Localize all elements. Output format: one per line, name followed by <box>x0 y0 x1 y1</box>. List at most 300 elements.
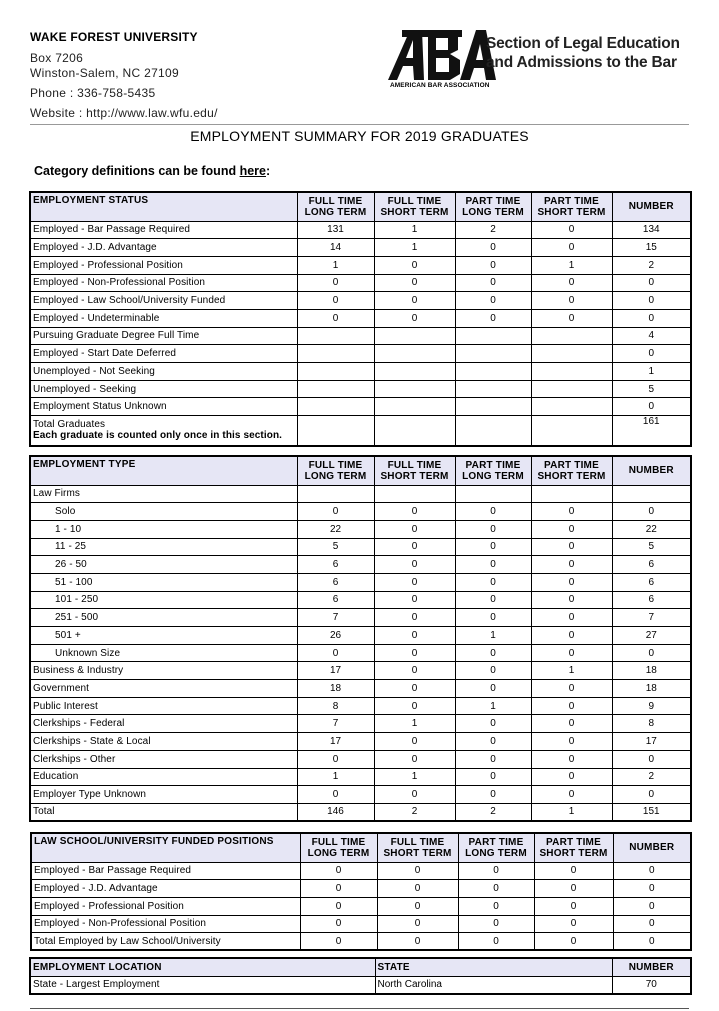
table-cell: 0 <box>297 274 374 292</box>
table-cell: 0 <box>377 897 458 915</box>
table-cell: 0 <box>534 933 613 951</box>
table-cell: 0 <box>374 538 455 556</box>
table-cell: 0 <box>374 680 455 698</box>
table-row <box>30 573 691 591</box>
table-row <box>30 221 691 239</box>
column-header: NUMBER <box>613 833 691 862</box>
table-cell: 1 <box>297 256 374 274</box>
table-cell <box>374 380 455 398</box>
table-row <box>30 239 691 257</box>
aba-monogram-icon <box>388 26 498 82</box>
table-cell: 0 <box>534 915 613 933</box>
table-cell: 6 <box>612 591 691 609</box>
funded-positions-table <box>30 832 692 951</box>
table-cell: 17 <box>297 662 374 680</box>
table-cell: 0 <box>612 750 691 768</box>
table-row <box>30 485 691 503</box>
category-definitions <box>34 164 270 178</box>
table-cell: 5 <box>612 380 691 398</box>
table-row <box>31 880 691 898</box>
column-header: EMPLOYMENT STATUS <box>30 192 297 221</box>
total-note: Each graduate is counted only once in this section. <box>33 430 283 442</box>
column-header: FULL TIME SHORT TERM <box>374 456 455 485</box>
column-header: FULL TIME LONG TERM <box>297 456 374 485</box>
row-label: Clerkships - Federal <box>30 715 297 733</box>
table-row <box>30 591 691 609</box>
table-cell: 1 <box>455 697 531 715</box>
table-cell <box>374 416 455 446</box>
row-label: Employed - J.D. Advantage <box>31 880 300 898</box>
table-cell: 0 <box>374 609 455 627</box>
column-header: LAW SCHOOL/UNIVERSITY FUNDED POSITIONS <box>31 833 300 862</box>
table-cell: 0 <box>613 915 691 933</box>
table-cell: 0 <box>297 503 374 521</box>
table-cell: 1 <box>297 768 374 786</box>
table-cell: 0 <box>531 292 612 310</box>
row-label: Law Firms <box>30 485 297 503</box>
table-cell: 0 <box>455 538 531 556</box>
table-row <box>30 662 691 680</box>
column-header: NUMBER <box>612 958 691 976</box>
table-cell <box>531 485 612 503</box>
row-label: 1 - 10 <box>30 520 297 538</box>
table-cell: 2 <box>455 803 531 821</box>
table-cell: 0 <box>531 786 612 804</box>
table-cell: 0 <box>297 786 374 804</box>
table-cell <box>531 416 612 446</box>
total-number: 161 <box>612 416 691 446</box>
row-label: Employment Status Unknown <box>30 398 297 416</box>
table-cell <box>531 398 612 416</box>
total-label: Total Graduates <box>33 419 106 431</box>
table-cell: 0 <box>531 591 612 609</box>
table-cell: 0 <box>531 309 612 327</box>
row-label: 11 - 25 <box>30 538 297 556</box>
table-cell: 0 <box>300 862 377 880</box>
table-cell: 1 <box>531 803 612 821</box>
table-cell <box>374 485 455 503</box>
table-cell: 0 <box>374 786 455 804</box>
logo-line-1: Section of Legal Education <box>486 35 680 52</box>
column-header: PART TIME LONG TERM <box>458 833 534 862</box>
table-cell: 18 <box>612 662 691 680</box>
row-label: 501 + <box>30 627 297 645</box>
column-header: FULL TIME SHORT TERM <box>374 192 455 221</box>
table-cell: 4 <box>612 327 691 345</box>
table-cell: 8 <box>297 697 374 715</box>
table-cell: 151 <box>612 803 691 821</box>
table-cell: 2 <box>455 221 531 239</box>
table-row <box>30 256 691 274</box>
address-line-2: Winston-Salem, NC 27109 <box>30 66 179 80</box>
column-header: FULL TIME LONG TERM <box>300 833 377 862</box>
column-header: NUMBER <box>612 456 691 485</box>
table-cell: 0 <box>531 274 612 292</box>
table-cell: 0 <box>455 256 531 274</box>
table-cell: 0 <box>455 520 531 538</box>
table-cell: 0 <box>377 862 458 880</box>
table-cell: 0 <box>534 897 613 915</box>
table-cell: 0 <box>374 573 455 591</box>
definitions-link[interactable]: here <box>239 164 266 178</box>
table-cell: 9 <box>612 697 691 715</box>
table-row <box>30 309 691 327</box>
table-cell: 0 <box>455 292 531 310</box>
table-cell <box>455 327 531 345</box>
table-cell <box>455 416 531 446</box>
table-cell <box>297 345 374 363</box>
table-cell: 0 <box>455 786 531 804</box>
school-name: WAKE FOREST UNIVERSITY <box>30 30 198 44</box>
logo-section-text <box>486 34 680 72</box>
address-line-1: Box 7206 <box>30 51 84 65</box>
table-cell: 0 <box>377 915 458 933</box>
table-row <box>30 556 691 574</box>
header-divider <box>30 124 689 125</box>
table-cell: 8 <box>612 715 691 733</box>
table-row <box>30 627 691 645</box>
table-cell: 0 <box>374 750 455 768</box>
row-label: 26 - 50 <box>30 556 297 574</box>
table-cell: 27 <box>612 627 691 645</box>
table-row <box>30 976 691 994</box>
table-row <box>30 733 691 751</box>
table-cell: 0 <box>531 627 612 645</box>
definitions-text: Category definitions can be found <box>34 164 240 178</box>
column-header: FULL TIME LONG TERM <box>297 192 374 221</box>
total-row <box>30 416 691 446</box>
table-cell: 0 <box>455 591 531 609</box>
table-cell: 0 <box>531 520 612 538</box>
table-cell: 0 <box>455 733 531 751</box>
table-cell: 0 <box>300 897 377 915</box>
logo-tagline: AMERICAN BAR ASSOCIATION <box>390 82 490 89</box>
table-row <box>31 897 691 915</box>
table-cell: 0 <box>531 221 612 239</box>
table-cell: 1 <box>612 363 691 381</box>
table-cell: 0 <box>531 697 612 715</box>
definitions-suffix: : <box>265 164 271 178</box>
table-cell <box>297 485 374 503</box>
table-row <box>30 327 691 345</box>
table-cell: 1 <box>531 256 612 274</box>
table-cell: 0 <box>377 880 458 898</box>
table-cell <box>531 380 612 398</box>
table-cell: 0 <box>612 292 691 310</box>
table-cell: 0 <box>612 786 691 804</box>
table-cell: 6 <box>612 573 691 591</box>
table-cell: 0 <box>374 697 455 715</box>
row-label: Unemployed - Seeking <box>30 380 297 398</box>
table-cell: 18 <box>297 680 374 698</box>
table-cell: 0 <box>297 644 374 662</box>
table-cell: 0 <box>455 309 531 327</box>
table-cell: 5 <box>297 538 374 556</box>
table-cell: 0 <box>458 862 534 880</box>
table-cell: 0 <box>374 274 455 292</box>
table-cell <box>374 363 455 381</box>
table-cell: 22 <box>612 520 691 538</box>
table-cell: 0 <box>377 933 458 951</box>
table-cell: 70 <box>612 976 691 994</box>
table-cell: 0 <box>534 880 613 898</box>
table-cell: 0 <box>531 715 612 733</box>
table-cell: 0 <box>458 915 534 933</box>
row-label: 251 - 500 <box>30 609 297 627</box>
row-label: Employed - Law School/University Funded <box>30 292 297 310</box>
table-row <box>30 538 691 556</box>
table-row <box>30 697 691 715</box>
table-cell: 0 <box>300 880 377 898</box>
table-row <box>31 915 691 933</box>
table-cell: 0 <box>300 915 377 933</box>
table-cell: 2 <box>612 768 691 786</box>
table-cell: 22 <box>297 520 374 538</box>
table-cell: 0 <box>374 503 455 521</box>
row-label: Government <box>30 680 297 698</box>
table-cell <box>297 380 374 398</box>
row-label: Employed - Bar Passage Required <box>31 862 300 880</box>
table-cell: 6 <box>297 556 374 574</box>
row-label: Pursuing Graduate Degree Full Time <box>30 327 297 345</box>
table-cell: 0 <box>613 862 691 880</box>
table-row <box>30 803 691 821</box>
table-cell: 0 <box>531 609 612 627</box>
row-label: Clerkships - Other <box>30 750 297 768</box>
table-cell: 0 <box>531 538 612 556</box>
row-label: Solo <box>30 503 297 521</box>
column-header: EMPLOYMENT TYPE <box>30 456 297 485</box>
row-label: 51 - 100 <box>30 573 297 591</box>
table-row <box>30 715 691 733</box>
table-cell: 0 <box>374 292 455 310</box>
table-row <box>30 644 691 662</box>
table-cell <box>297 416 374 446</box>
column-header: PART TIME LONG TERM <box>455 456 531 485</box>
table-cell <box>297 327 374 345</box>
table-cell: 146 <box>297 803 374 821</box>
table-cell: 0 <box>297 292 374 310</box>
table-cell: 2 <box>612 256 691 274</box>
table-cell <box>531 327 612 345</box>
table-row <box>31 862 691 880</box>
table-cell: 1 <box>374 715 455 733</box>
table-row <box>30 768 691 786</box>
table-cell: 0 <box>455 644 531 662</box>
table-row <box>30 363 691 381</box>
table-row <box>30 292 691 310</box>
table-row <box>30 274 691 292</box>
row-label: Total Employed by Law School/University <box>31 933 300 951</box>
table-cell <box>455 345 531 363</box>
table-cell: 0 <box>612 309 691 327</box>
table-cell: 0 <box>458 897 534 915</box>
table-cell: 0 <box>612 345 691 363</box>
table-cell: 0 <box>455 768 531 786</box>
column-header: NUMBER <box>612 192 691 221</box>
phone: Phone : 336-758-5435 <box>30 86 156 100</box>
table-cell <box>455 380 531 398</box>
row-label: Employed - Non-Professional Position <box>31 915 300 933</box>
table-cell: 0 <box>531 644 612 662</box>
table-cell: 0 <box>297 750 374 768</box>
table-cell: 0 <box>531 573 612 591</box>
table-cell: 0 <box>455 573 531 591</box>
table-cell: 0 <box>455 680 531 698</box>
table-cell: 0 <box>612 274 691 292</box>
table-cell: 15 <box>612 239 691 257</box>
table-cell: 0 <box>300 933 377 951</box>
table-cell: 1 <box>374 239 455 257</box>
table-cell: 0 <box>374 644 455 662</box>
column-header: STATE <box>375 958 612 976</box>
table-cell: 14 <box>297 239 374 257</box>
table-cell: 131 <box>297 221 374 239</box>
table-cell: 0 <box>374 256 455 274</box>
table-cell: 5 <box>612 538 691 556</box>
table-cell: 7 <box>612 609 691 627</box>
table-cell: 0 <box>374 733 455 751</box>
table-row <box>30 680 691 698</box>
row-label: Business & Industry <box>30 662 297 680</box>
table-row <box>31 933 691 951</box>
row-label: Total <box>30 803 297 821</box>
aba-logo <box>388 26 688 92</box>
footer-divider <box>30 1008 689 1009</box>
table-cell: 0 <box>374 627 455 645</box>
table-cell: 18 <box>612 680 691 698</box>
table-cell: 0 <box>613 933 691 951</box>
table-cell <box>455 363 531 381</box>
table-cell <box>531 345 612 363</box>
table-cell: 26 <box>297 627 374 645</box>
table-cell: North Carolina <box>375 976 612 994</box>
table-cell: 7 <box>297 609 374 627</box>
table-cell: 0 <box>455 750 531 768</box>
table-cell: 1 <box>455 627 531 645</box>
table-cell: 6 <box>297 591 374 609</box>
table-row <box>30 380 691 398</box>
table-cell: 0 <box>458 933 534 951</box>
row-label: Employed - Non-Professional Position <box>30 274 297 292</box>
table-cell: 0 <box>531 503 612 521</box>
table-cell <box>297 363 374 381</box>
table-cell: 0 <box>531 750 612 768</box>
table-cell <box>531 363 612 381</box>
table-cell <box>297 398 374 416</box>
table-cell: 17 <box>297 733 374 751</box>
row-label: Unemployed - Not Seeking <box>30 363 297 381</box>
column-header: PART TIME LONG TERM <box>455 192 531 221</box>
row-label: Employed - Start Date Deferred <box>30 345 297 363</box>
row-label: Employed - Professional Position <box>30 256 297 274</box>
table-cell: 0 <box>531 768 612 786</box>
table-cell: 0 <box>374 591 455 609</box>
column-header: PART TIME SHORT TERM <box>531 456 612 485</box>
table-cell: 0 <box>531 733 612 751</box>
table-cell: 0 <box>455 556 531 574</box>
table-cell: 1 <box>374 221 455 239</box>
table-cell: 134 <box>612 221 691 239</box>
table-cell: 2 <box>374 803 455 821</box>
table-cell: 1 <box>374 768 455 786</box>
table-cell: 6 <box>612 556 691 574</box>
employment-location-table <box>29 957 692 995</box>
table-cell: 0 <box>374 309 455 327</box>
row-label: Unknown Size <box>30 644 297 662</box>
row-label: Employed - Undeterminable <box>30 309 297 327</box>
table-cell: 0 <box>374 556 455 574</box>
total-graduates-label <box>30 416 297 446</box>
table-cell: 0 <box>531 680 612 698</box>
table-cell: 0 <box>612 644 691 662</box>
row-label: Employed - J.D. Advantage <box>30 239 297 257</box>
table-cell: 0 <box>297 309 374 327</box>
row-label: Education <box>30 768 297 786</box>
row-label: Public Interest <box>30 697 297 715</box>
page-title: EMPLOYMENT SUMMARY FOR 2019 GRADUATES <box>190 128 529 144</box>
logo-line-2: and Admissions to the Bar <box>486 54 677 71</box>
column-header: PART TIME SHORT TERM <box>531 192 612 221</box>
table-cell: 0 <box>374 662 455 680</box>
table-cell: 0 <box>612 398 691 416</box>
column-header: FULL TIME SHORT TERM <box>377 833 458 862</box>
table-cell: 0 <box>455 715 531 733</box>
table-cell: 0 <box>374 520 455 538</box>
table-cell: 0 <box>531 556 612 574</box>
row-label: Employer Type Unknown <box>30 786 297 804</box>
table-cell: 17 <box>612 733 691 751</box>
table-cell <box>455 398 531 416</box>
row-label: 101 - 250 <box>30 591 297 609</box>
row-label: Clerkships - State & Local <box>30 733 297 751</box>
column-header: PART TIME SHORT TERM <box>534 833 613 862</box>
website: Website : http://www.law.wfu.edu/ <box>30 106 218 120</box>
table-cell: 0 <box>613 880 691 898</box>
table-cell <box>455 485 531 503</box>
table-cell <box>612 485 691 503</box>
employment-type-table <box>29 455 692 822</box>
table-cell: 0 <box>455 662 531 680</box>
table-cell <box>374 327 455 345</box>
row-label: Employed - Professional Position <box>31 897 300 915</box>
table-cell: 0 <box>455 239 531 257</box>
table-row <box>30 520 691 538</box>
table-cell <box>374 345 455 363</box>
table-cell: 0 <box>455 274 531 292</box>
employment-status-table <box>29 191 692 447</box>
row-label: Employed - Bar Passage Required <box>30 221 297 239</box>
table-row <box>30 345 691 363</box>
table-cell: 0 <box>531 239 612 257</box>
table-cell: 7 <box>297 715 374 733</box>
table-cell: 0 <box>458 880 534 898</box>
row-label: State - Largest Employment <box>30 976 375 994</box>
table-cell: 0 <box>455 503 531 521</box>
table-cell: 0 <box>455 609 531 627</box>
table-cell: 1 <box>531 662 612 680</box>
table-row <box>30 609 691 627</box>
table-row <box>30 750 691 768</box>
table-row <box>30 786 691 804</box>
table-cell <box>374 398 455 416</box>
table-cell: 0 <box>534 862 613 880</box>
table-cell: 0 <box>612 503 691 521</box>
table-row <box>30 503 691 521</box>
table-cell: 6 <box>297 573 374 591</box>
table-row <box>30 398 691 416</box>
table-cell: 0 <box>613 897 691 915</box>
